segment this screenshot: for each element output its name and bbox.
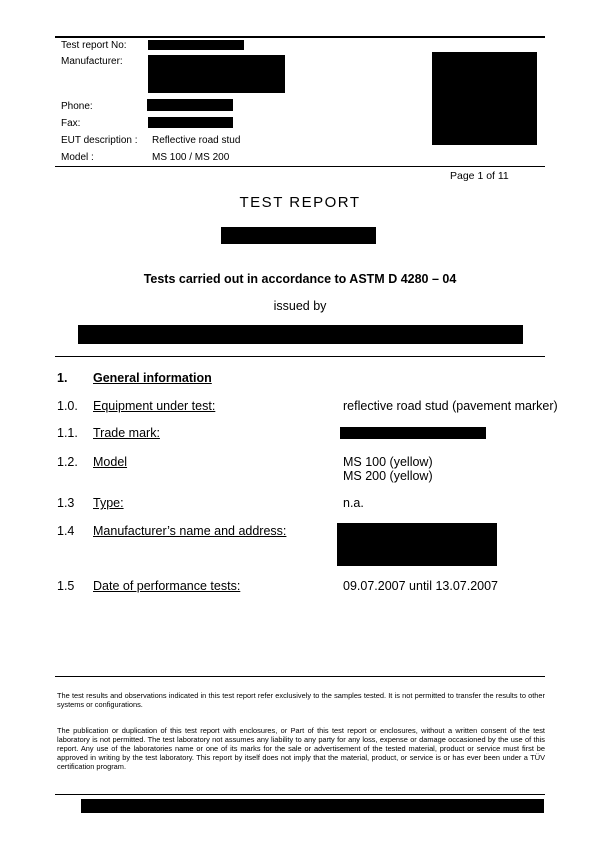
page-number: Page 1 of 11 [450, 170, 509, 182]
item-label-equipment: Equipment under test: [93, 399, 216, 413]
item-label-model: Model [93, 455, 128, 469]
disclaimer-paragraph-1: The test results and observations indicated in this test report refer exclusively to the samples tested. It is not permitted to transfer the results to other systems or configurations. [57, 691, 545, 709]
redacted-trade-mark [340, 427, 486, 439]
redacted-test-report-no [148, 40, 244, 50]
redacted-fax [148, 117, 233, 128]
title-bottom-rule [55, 356, 545, 357]
item-label-trade-mark: Trade mark: [93, 426, 160, 440]
item-label-date: Date of performance tests: [93, 579, 241, 593]
issued-by-text: issued by [273, 299, 327, 313]
item-number: 1.0. [57, 399, 78, 413]
header-bottom-rule [55, 166, 545, 167]
header-top-rule [55, 36, 545, 38]
eut-description-value: Reflective road stud [152, 135, 241, 146]
item-value-date: 09.07.2007 until 13.07.2007 [343, 579, 498, 593]
footer-bottom-rule [55, 794, 545, 795]
test-report-no-label: Test report No: [61, 40, 127, 51]
redacted-manufacturer-address [337, 523, 497, 566]
section-title: General information [93, 371, 212, 385]
redacted-report-id [221, 227, 376, 244]
item-value-model-2: MS 200 (yellow) [343, 469, 433, 483]
fax-label: Fax: [61, 118, 81, 129]
item-number: 1.3 [57, 496, 75, 510]
item-value-type: n.a. [343, 496, 364, 510]
item-number: 1.2. [57, 455, 78, 469]
report-title: TEST REPORT [239, 194, 361, 211]
standard-subtitle: Tests carried out in accordance to ASTM D 4280 – 04 [143, 272, 457, 286]
disclaimer-paragraph-2: The publication or duplication of this test report with enclosures, or Part of this test report or enclosures, without a written consent of the test laboratory is not permitted. The test laboratory not assumes any liability to any party for any loss, expense or damage occasioned by the use of this report. Any use of the laboratories name or one of its marks for the sale or advertisement of the tested material, product or service must first be approved in writing by the test laboratory. This report by itself does not imply that the material, product, or service is or has ever been under a TÜV certification program. [57, 726, 545, 771]
item-label-manufacturer-address: Manufacturer’s name and address: [93, 524, 287, 538]
item-value-model-1: MS 100 (yellow) [343, 455, 433, 469]
footer-top-rule [55, 676, 545, 677]
eut-description-label: EUT description : [61, 135, 138, 146]
redacted-footer-address [81, 799, 544, 813]
redacted-issuer [78, 325, 523, 344]
model-value: MS 100 / MS 200 [152, 152, 230, 163]
section-number: 1. [57, 371, 68, 385]
redacted-logo [432, 52, 537, 145]
redacted-manufacturer [148, 55, 285, 93]
redacted-phone [147, 99, 233, 111]
item-number: 1.5 [57, 579, 75, 593]
phone-label: Phone: [61, 101, 93, 112]
manufacturer-label: Manufacturer: [61, 56, 123, 67]
item-number: 1.4 [57, 524, 75, 538]
model-label: Model : [61, 152, 94, 163]
item-label-type: Type: [93, 496, 124, 510]
item-value-equipment: reflective road stud (pavement marker) [343, 399, 558, 413]
item-number: 1.1. [57, 426, 78, 440]
